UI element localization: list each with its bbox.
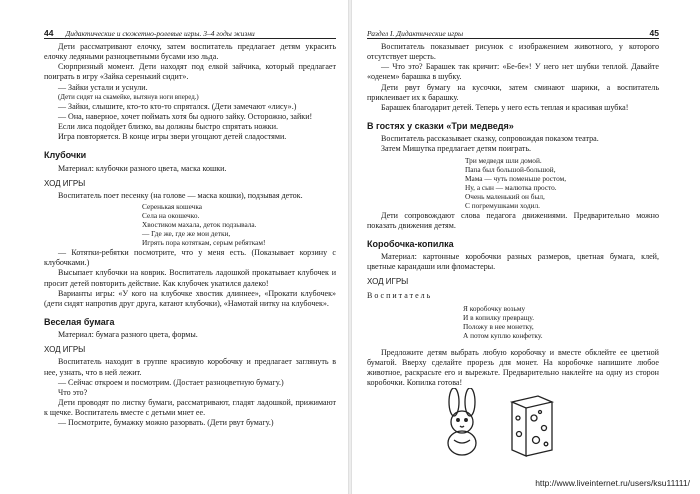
paragraph: Затем Мишутка предлагает детям поиграть. bbox=[381, 144, 532, 154]
poem-line: Мама — чуть поменьше ростом, bbox=[465, 173, 567, 183]
paragraph: — Она, наверное, хочет поймать хотя бы одного зайку. Осторожно, зайки! bbox=[58, 111, 313, 121]
paragraph: — Зайки, слышите, кто-то кто-то спрятался. (Дети замечают «лису».) bbox=[58, 101, 297, 111]
section-title-veselaya-bumaga: Веселая бумага bbox=[44, 316, 115, 327]
paragraph: Воспитатель рассказывает сказку, сопровождая показом театра. bbox=[381, 134, 599, 144]
left-content bbox=[44, 42, 336, 429]
poem-line: С погремушками ходил. bbox=[465, 200, 540, 210]
paragraph: Предложите детям выбрать любую коробочку и вместе обклейте ее цветной бумагой. Вверху сделайте прорезь для монет. На коробочке напишите любое животное, раскрасьте его и вырежьте. Предварительно наклейте на одну из сторон коробочки. Копилка готова! bbox=[367, 347, 659, 388]
poem-line: Очень маленький он был, bbox=[465, 191, 545, 201]
left-page-number: 44 bbox=[44, 28, 54, 38]
speaker-label: Воспитатель bbox=[367, 290, 433, 300]
paragraph: Барашек благодарит детей. Теперь у него есть теплая и красивая шубка! bbox=[381, 102, 629, 112]
poem-line: А потом куплю конфетку. bbox=[463, 330, 543, 340]
paragraph: Варианты игры: «У кого на клубочке хвостик длиннее», «Прокати клубочек» (дети сидят напротив друг друга, катают клубочки), «Намотай нитку на клубочек». bbox=[44, 288, 336, 308]
paragraph: — Зайки устали и уснули. bbox=[58, 82, 148, 92]
right-content bbox=[367, 42, 659, 388]
poem-line: Я коробочку возьму bbox=[463, 303, 526, 313]
left-running-header bbox=[44, 24, 336, 39]
section-title-korobochka-kopilka: Коробочка-копилка bbox=[367, 238, 454, 249]
poem-line: Положу в нее монетку, bbox=[463, 321, 534, 331]
poem-line: Села на окошечко. bbox=[142, 211, 200, 221]
paragraph: — Посмотрите, бумажку можно разорвать. (Дети рвут бумагу.) bbox=[58, 418, 274, 428]
poem-line: — Где же, где же мои детки, bbox=[142, 229, 231, 239]
section-title-tri-medvedya: В гостях у сказки «Три медведя» bbox=[367, 121, 514, 132]
watermark-url: http://www.liveinternet.ru/users/ksu11111/ bbox=[535, 478, 690, 488]
poem-line: Серенькая кошечка bbox=[142, 202, 203, 212]
right-page bbox=[352, 0, 700, 494]
paragraph: — Сейчас откроем и посмотрим. (Достает разноцветную бумагу.) bbox=[58, 377, 284, 387]
paragraph: Сюрпризный момент. Дети находят под елкой зайчика, который предлагает поиграть в игру «Зайка серенький сидит». bbox=[44, 62, 336, 82]
course-label: ХОД ИГРЫ bbox=[367, 277, 409, 287]
poem-line: Хвостиком махала, деток подзывала. bbox=[142, 220, 257, 230]
poem-kopilka bbox=[367, 304, 659, 340]
paragraph: Воспитатель находит в группе красивую коробочку и предлагает заглянуть в нее, узнать, что в ней лежит. bbox=[44, 357, 336, 377]
material-line: Материал: бумага разного цвета, формы. bbox=[58, 330, 198, 340]
paragraph: Дети сопровождают слова педагога движениями. Предварительно можно показать движения детям. bbox=[367, 210, 659, 230]
piggy-bank-illustration bbox=[440, 388, 560, 458]
poem-line: Игрять пора котяткам, серым ребяткам! bbox=[142, 238, 266, 248]
poem-kitten bbox=[44, 202, 336, 247]
paragraph: Воспитатель поет песенку (на голове — маска кошки), подзывая деток. bbox=[58, 190, 303, 200]
paragraph: Высыпает клубочки на коврик. Воспитатель ладошкой прокатывает клубочек и просит детей повторить действие. Как клубочек укатился далеко! bbox=[44, 268, 336, 288]
paragraph: Дети рвут бумагу на кусочки, затем сминают шарики, а воспитатель приклеивает их к барашку. bbox=[367, 82, 659, 102]
left-page bbox=[0, 0, 348, 494]
paragraph: — Что это? Барашек так кричит: «Бе-бе»! У него нет шубки теплой. Давайте «оденем» барашка в шубку. bbox=[367, 62, 659, 82]
paragraph: Воспитатель показывает рисунок с изображением животного, у которого отсутствует шерсть. bbox=[367, 42, 659, 62]
poem-line: И в копилку превращу. bbox=[463, 312, 535, 322]
course-label: ХОД ИГРЫ bbox=[44, 178, 86, 188]
paragraph: Если лиса подойдет близко, вы должны быстро спрятать ножки. bbox=[58, 122, 279, 132]
bunny-box-figure bbox=[448, 388, 476, 455]
paragraph: Игра повторяется. В конце игры звери угощают детей сладостями. bbox=[58, 132, 287, 142]
poem-line: Ну, а сын — малютка просто. bbox=[465, 182, 557, 192]
right-header-title: Раздел I. Дидактические игры bbox=[367, 29, 464, 38]
paragraph: Дети рассматривают елочку, затем воспитатель предлагает детям украсить елочку ледяными разноцветными бусами изо льда. bbox=[44, 42, 336, 62]
section-title-klubochki: Клубочки bbox=[44, 150, 87, 161]
paragraph: Дети проводят по листку бумаги, рассматривают, гладят ладошкой, прижимают к щечке. Воспитатель вместе с детьми мнет ее. bbox=[44, 398, 336, 418]
dotted-box-figure bbox=[512, 396, 552, 456]
paragraph: (Дети сидят на скамейке, вытянув ноги вперед.) bbox=[58, 93, 199, 101]
material-line: Материал: клубочки разного цвета, маска кошки. bbox=[58, 163, 227, 173]
poem-bears bbox=[367, 156, 659, 210]
right-page-number: 45 bbox=[649, 28, 659, 38]
right-running-header bbox=[367, 24, 659, 39]
course-label: ХОД ИГРЫ bbox=[44, 345, 86, 355]
paragraph: Что это? bbox=[58, 387, 88, 397]
paragraph: — Котятки-ребятки посмотрите, что у меня есть. (Показывает корзину с клубочками.) bbox=[44, 248, 336, 268]
material-line: Материал: картонные коробочки разных размеров, цветная бумага, клей, цветные карандаши или фломастеры. bbox=[367, 252, 659, 272]
left-header-title: Дидактические и сюжетно-ролевые игры. 3–4 годы жизни bbox=[65, 29, 255, 38]
poem-line: Три медведя шли домой. bbox=[465, 155, 542, 165]
poem-line: Папа был большой-большой, bbox=[465, 164, 556, 174]
